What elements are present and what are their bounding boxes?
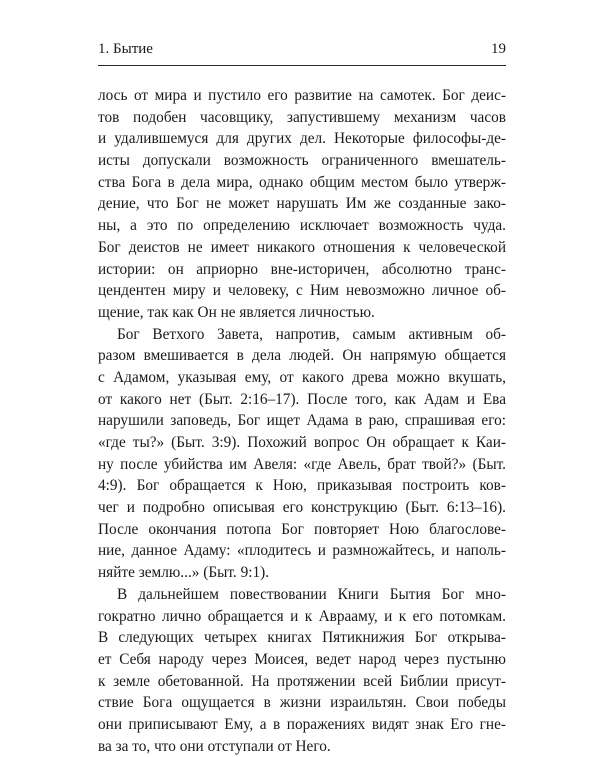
text-line: В дальнейшем повествовании Книги Бытия Бог мно- [117, 585, 506, 603]
text-line: они приписывают Ему, а в поражениях видят знак Его гне- [98, 715, 506, 733]
text-line: ны, а это по определению исключает возможность чуда. [98, 217, 506, 235]
text-line: чег и подробно описывая его конструкцию (Быт. 6:13–16). [98, 499, 506, 517]
text-line: Бог Ветхого Завета, напротив, самым активным об- [117, 325, 506, 343]
page-number: 19 [491, 41, 506, 57]
text-line: гократно лично обращается и к Аврааму, и к его потомкам. [98, 607, 506, 625]
text-line: ствие Бога ощущается в жизни израильтян. Свои победы [98, 694, 506, 712]
text-line: с Адамом, указывая ему, от какого древа можно вкушать, [98, 368, 506, 386]
paragraph [98, 85, 506, 324]
text-line: лось от мира и пустило его развитие на самотек. Бог деис- [98, 87, 506, 104]
body-text [98, 85, 506, 757]
text-line: После окончания потопа Бог повторяет Ною благослове- [98, 520, 506, 538]
text-line: «где ты?» (Быт. 3:9). Похожий вопрос Он обращает к Каи- [98, 434, 506, 451]
text-line: разом вмешивается в дела людей. Он напрямую общается [98, 347, 506, 365]
paragraph [98, 584, 506, 757]
text-line: ет Себя народу через Моисея, ведет народ через пустыню [98, 650, 506, 668]
text-line: 4:9). Бог обращается к Ною, приказывая построить ков- [98, 477, 506, 495]
text-line: ние, данное Адаму: «плодитесь и размножайтесь, и наполь- [98, 542, 506, 560]
text-line: дение, что Бог не может нарушать Им же созданные зако- [98, 195, 506, 213]
running-header [98, 38, 506, 60]
text-line: ва за то, что они отступали от Него. [98, 737, 331, 755]
text-line: цендентен миру и человеку, с Ним невозможно личное об- [98, 282, 506, 300]
text-line: нарушили заповедь, Бог ищет Адама в раю, спрашивая его: [98, 412, 506, 430]
text-line: щение, так как Он не является личностью. [98, 303, 375, 321]
header-rule [98, 65, 506, 66]
text-line: ну после убийства им Авеля: «где Авель, брат твой?» (Быт. [98, 455, 506, 473]
text-line: Бог деистов не имеет никакого отношения к человеческой [98, 238, 506, 256]
text-line: няйте землю...» (Быт. 9:1). [98, 564, 270, 582]
text-line: исты допускали возможность ограниченного вмешатель- [98, 152, 506, 170]
text-line: В следующих четырех книгах Пятикнижия Бог открыва- [98, 629, 506, 647]
text-line: тов подобен часовщику, запустившему механизм часов [98, 108, 506, 126]
text-line: и удалившемуся для других дел. Некоторые философы-де- [98, 130, 506, 148]
text-line: от какого нет (Быт. 2:16–17). После того, как Адам и Ева [98, 390, 506, 408]
text-line: истории: он априорно вне-историчен, абсолютно транс- [98, 260, 506, 278]
text-line: к земле обетованной. На протяжении всей Библии присут- [98, 672, 506, 690]
text-line: ства Бога в дела мира, однако общим местом было утверж- [98, 173, 506, 191]
chapter-title: 1. Бытие [98, 41, 153, 57]
paragraph [98, 324, 506, 584]
